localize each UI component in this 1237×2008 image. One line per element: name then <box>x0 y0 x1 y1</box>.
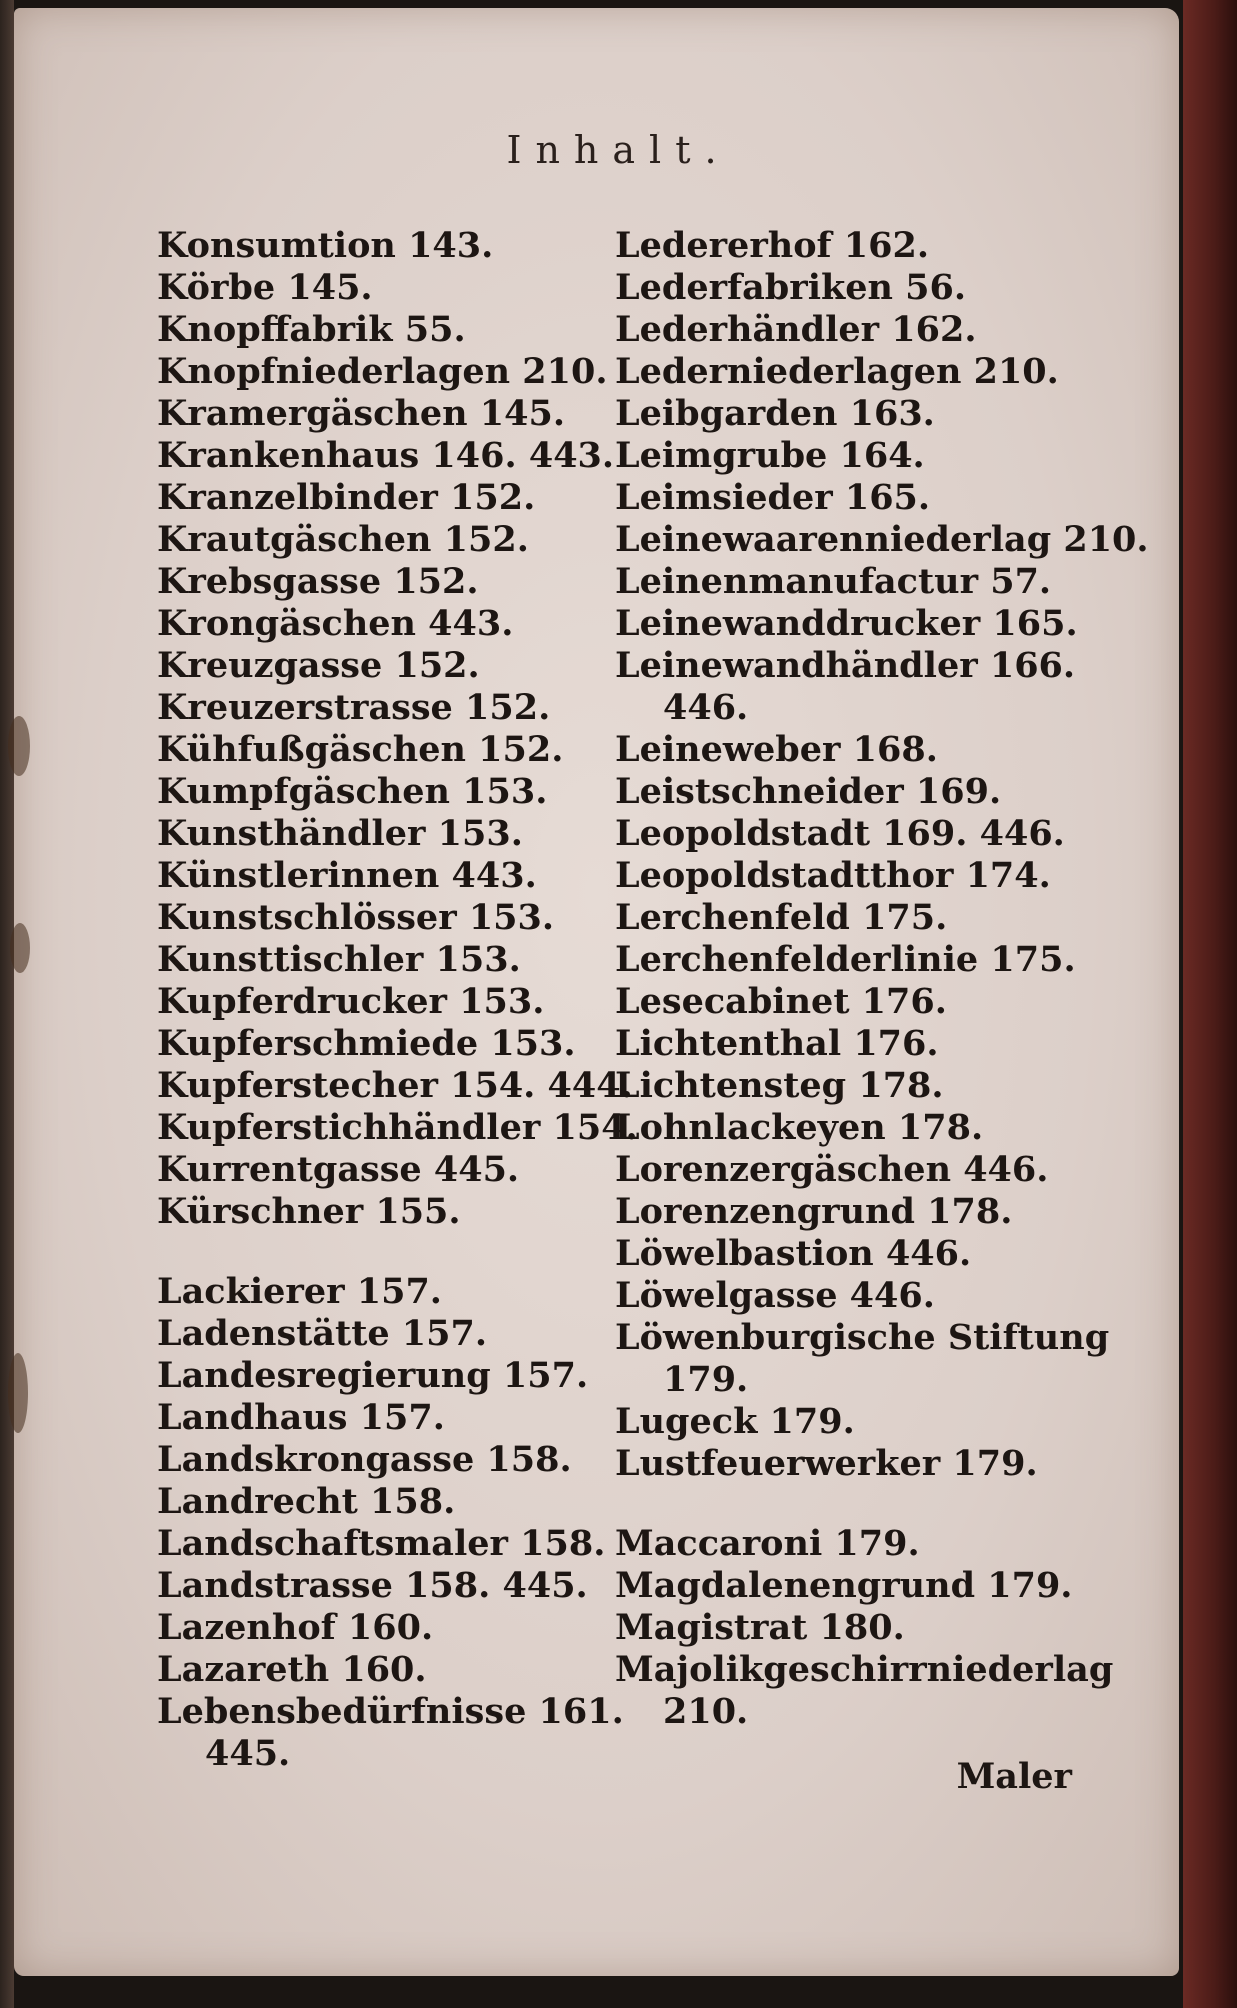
index-entry: Lorenzergäschen 446. <box>615 1149 1049 1190</box>
page-stain <box>10 923 30 973</box>
index-entry: Lorenzengrund 178. <box>615 1191 1013 1232</box>
index-entry: Lazenhof 160. <box>157 1607 434 1648</box>
index-entry: Leopoldstadtthor 174. <box>615 855 1051 896</box>
index-entry-continuation: 179. <box>663 1359 749 1400</box>
index-entry: Ledererhof 162. <box>615 225 930 266</box>
index-entry: Kupferschmiede 153. <box>157 1023 576 1064</box>
index-entry: Löwenburgische Stiftung <box>615 1317 1110 1358</box>
index-entry: Landrecht 158. <box>157 1481 456 1522</box>
page-title: Inhalt. <box>506 128 731 172</box>
index-entry: Knopfniederlagen 210. <box>157 351 608 392</box>
catchword: Maler <box>956 1756 1072 1797</box>
index-entry: Landstrasse 158. 445. <box>157 1565 588 1606</box>
index-column-left <box>157 225 638 1775</box>
index-entry: Kunsthändler 153. <box>157 813 523 854</box>
index-entry: Kunsttischler 153. <box>157 939 521 980</box>
index-entry: Lichtensteg 178. <box>615 1065 944 1106</box>
index-entry: Leopoldstadt 169. 446. <box>615 813 1065 854</box>
index-entry: Leinenmanufactur 57. <box>615 561 1052 602</box>
index-entry: Kupferstichhändler 154. <box>157 1107 638 1148</box>
index-entry: Kreuzerstrasse 152. <box>157 687 551 728</box>
index-entry: Löwelgasse 446. <box>615 1275 935 1316</box>
index-entry: Kupferstecher 154. 444. <box>157 1065 633 1106</box>
index-entry: Kühfußgäschen 152. <box>157 729 564 770</box>
page-stain <box>8 1353 28 1433</box>
index-entry: Landskrongasse 158. <box>157 1439 572 1480</box>
index-entry: Lerchenfelderlinie 175. <box>615 939 1076 980</box>
index-entry: Landschaftsmaler 158. <box>157 1523 606 1564</box>
index-entry: Kupferdrucker 153. <box>157 981 545 1022</box>
index-entry: Ladenstätte 157. <box>157 1313 488 1354</box>
index-entry: Kumpfgäschen 153. <box>157 771 548 812</box>
index-entry: Konsumtion 143. <box>157 225 494 266</box>
index-entry: Lederhändler 162. <box>615 309 977 350</box>
index-entry: Körbe 145. <box>157 267 373 308</box>
index-entry: Kürschner 155. <box>157 1191 461 1232</box>
page-stain <box>8 716 30 776</box>
index-entry: Leinewandhändler 166. <box>615 645 1076 686</box>
index-entry-continuation: 446. <box>663 687 749 728</box>
index-entry: Lerchenfeld 175. <box>615 897 948 938</box>
book-cover-edge <box>1183 0 1237 2008</box>
section-gap <box>615 1485 1095 1523</box>
index-entry: Lesecabinet 176. <box>615 981 947 1022</box>
section-gap <box>157 1233 607 1271</box>
book-spine-edge <box>0 0 14 2008</box>
index-entry: Lebensbedürfnisse 161. <box>157 1691 624 1732</box>
index-entry: Leistschneider 169. <box>615 771 1002 812</box>
index-entry: Löwelbastion 446. <box>615 1233 972 1274</box>
index-entry: Kranzelbinder 152. <box>157 477 536 518</box>
index-entry-continuation: 445. <box>205 1733 291 1774</box>
index-entry: Leibgarden 163. <box>615 393 935 434</box>
index-entry: Maccaroni 179. <box>615 1523 920 1564</box>
index-entry: Leimgrube 164. <box>615 435 925 476</box>
index-entry: Lederniederlagen 210. <box>615 351 1059 392</box>
index-entry: Landhaus 157. <box>157 1397 445 1438</box>
index-entry: Knopffabrik 55. <box>157 309 466 350</box>
index-entry: Lederfabriken 56. <box>615 267 967 308</box>
index-entry: Majolikgeschirrniederlag <box>615 1649 1114 1690</box>
index-entry: Kurrentgasse 445. <box>157 1149 520 1190</box>
index-entry: Lazareth 160. <box>157 1649 427 1690</box>
index-entry: Lustfeuerwerker 179. <box>615 1443 1038 1484</box>
index-entry: Lohnlackeyen 178. <box>615 1107 984 1148</box>
index-entry: Leimsieder 165. <box>615 477 931 518</box>
index-entry: Krautgäschen 152. <box>157 519 529 560</box>
index-entry: Landesregierung 157. <box>157 1355 589 1396</box>
index-entry: Leinewanddrucker 165. <box>615 603 1078 644</box>
index-entry: Kreuzgasse 152. <box>157 645 480 686</box>
index-entry: Krebsgasse 152. <box>157 561 479 602</box>
index-entry: Leineweber 168. <box>615 729 938 770</box>
index-entry: Lackierer 157. <box>157 1271 442 1312</box>
index-entry: Lichtenthal 176. <box>615 1023 939 1064</box>
index-entry: Krankenhaus 146. 443. <box>157 435 615 476</box>
index-entry: Kramergäschen 145. <box>157 393 566 434</box>
index-entry: Leinewaarenniederlag 210. <box>615 519 1149 560</box>
index-entry: Künstlerinnen 443. <box>157 855 537 896</box>
index-entry: Kunstschlösser 153. <box>157 897 555 938</box>
index-entry: Magdalenengrund 179. <box>615 1565 1073 1606</box>
index-column-right <box>615 225 1149 1733</box>
index-entry: Lugeck 179. <box>615 1401 855 1442</box>
index-entry-continuation: 210. <box>663 1691 749 1732</box>
index-entry: Krongäschen 443. <box>157 603 514 644</box>
index-entry: Magistrat 180. <box>615 1607 905 1648</box>
